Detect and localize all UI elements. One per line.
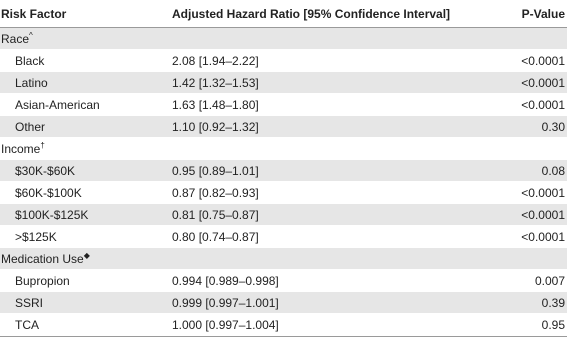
footnote-mark: ◆: [83, 250, 90, 260]
factor-cell: Black: [15, 53, 45, 68]
header-risk-factor: Risk Factor: [1, 6, 67, 21]
hazard-ratio-cell: 1.63 [1.48–1.80]: [172, 97, 259, 112]
group-row-income: [0, 138, 567, 160]
hazard-ratio-cell: 0.994 [0.989–0.998]: [172, 273, 279, 288]
hazard-ratio-cell: 0.999 [0.997–1.001]: [172, 295, 279, 310]
hazard-ratio-cell: 0.81 [0.75–0.87]: [172, 207, 259, 222]
p-value-cell: 0.30: [541, 119, 565, 134]
factor-cell: Latino: [15, 75, 48, 90]
p-value-cell: <0.0001: [521, 53, 565, 68]
table-row: [0, 226, 567, 248]
hazard-ratio-cell: 1.000 [0.997–1.004]: [172, 317, 279, 332]
group-row-medication: [0, 248, 567, 270]
p-value-cell: 0.95: [541, 317, 565, 332]
p-value-cell: 0.39: [541, 295, 565, 310]
hazard-ratio-cell: 0.80 [0.74–0.87]: [172, 229, 259, 244]
p-value-cell: 0.007: [534, 273, 565, 288]
group-label: Race^: [1, 30, 33, 46]
p-value-cell: <0.0001: [521, 97, 565, 112]
table-row: [0, 182, 567, 204]
footnote-mark: †: [40, 140, 45, 150]
hazard-ratio-cell: 0.95 [0.89–1.01]: [172, 163, 259, 178]
factor-cell: Bupropion: [15, 273, 70, 288]
table-row: [0, 94, 567, 116]
footnote-mark: ^: [29, 30, 33, 40]
hazard-ratio-cell: 0.87 [0.82–0.93]: [172, 185, 259, 200]
table-row: [0, 270, 567, 292]
factor-cell: $100K-$125K: [15, 207, 89, 222]
table-row: [0, 292, 567, 314]
p-value-cell: <0.0001: [521, 185, 565, 200]
factor-cell: $30K-$60K: [15, 163, 76, 178]
hazard-ratio-cell: 1.10 [0.92–1.32]: [172, 119, 259, 134]
group-row-race: [0, 28, 567, 50]
table-header-row: [0, 0, 567, 28]
table-row: [0, 116, 567, 138]
factor-cell: SSRI: [15, 295, 44, 310]
p-value-cell: <0.0001: [521, 207, 565, 222]
group-label: Medication Use◆: [1, 250, 90, 266]
header-p-value: P-Value: [521, 6, 565, 21]
table-row: [0, 204, 567, 226]
factor-cell: >$125K: [15, 229, 57, 244]
factor-cell: TCA: [15, 317, 39, 332]
table-row: [0, 50, 567, 72]
header-hazard-ratio: Adjusted Hazard Ratio [95% Confidence Interval]: [172, 6, 451, 21]
factor-cell: $60K-$100K: [15, 185, 82, 200]
hazard-ratio-cell: 2.08 [1.94–2.22]: [172, 53, 259, 68]
table-row: [0, 72, 567, 94]
p-value-cell: <0.0001: [521, 229, 565, 244]
table-row: [0, 314, 567, 336]
factor-cell: Asian-American: [15, 97, 100, 112]
factor-cell: Other: [15, 119, 46, 134]
p-value-cell: <0.0001: [521, 75, 565, 90]
p-value-cell: 0.08: [541, 163, 565, 178]
group-label: Income†: [1, 140, 45, 156]
hazard-ratio-cell: 1.42 [1.32–1.53]: [172, 75, 259, 90]
table-bottom-rule: [0, 336, 567, 343]
table-row: [0, 160, 567, 182]
